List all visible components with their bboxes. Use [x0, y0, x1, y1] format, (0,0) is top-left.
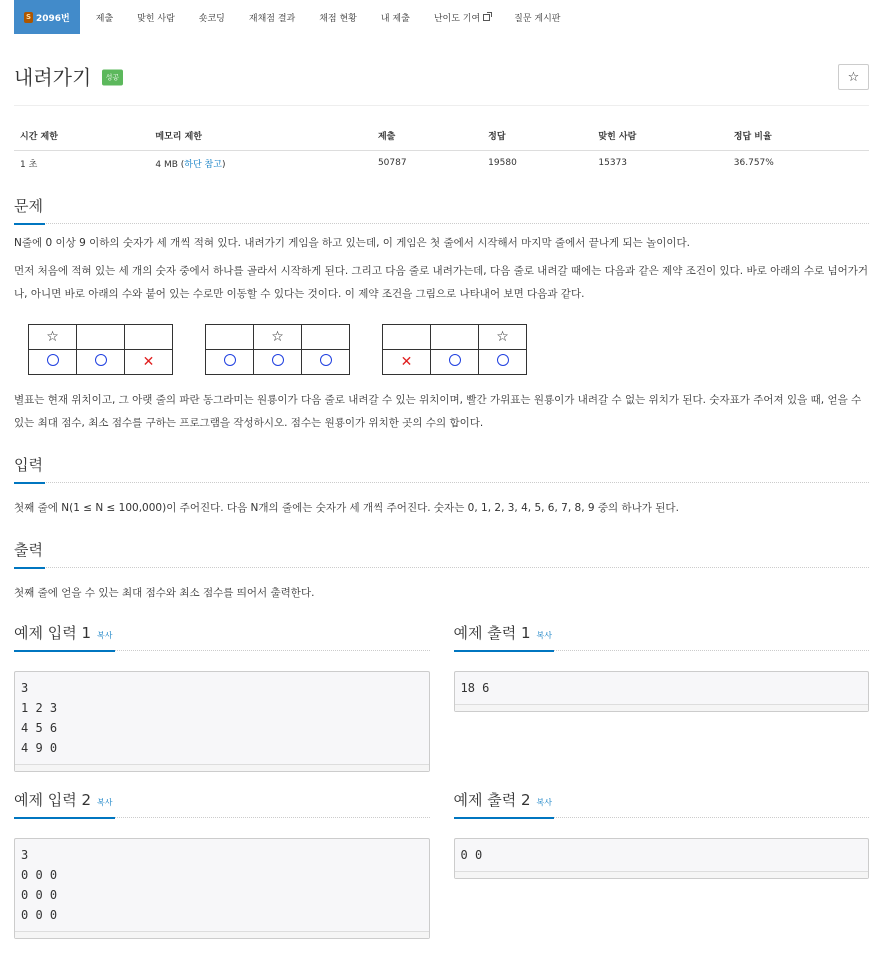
copy-button[interactable]: 복사: [97, 631, 113, 640]
red-cross-icon: ✕: [142, 354, 155, 370]
tab-problem-label: 2096번: [36, 13, 70, 24]
output-heading: [14, 536, 869, 568]
header-ratio: 정답 비율: [728, 122, 869, 150]
copy-button[interactable]: 복사: [97, 798, 113, 807]
movement-grid-right: [382, 324, 527, 375]
header-memory-limit: 메모리 제한: [149, 122, 372, 150]
tab-rejudge[interactable]: 재채점 결과: [248, 13, 296, 24]
correct-count: 19580: [488, 158, 517, 169]
sample-output-2: [454, 772, 870, 939]
problem-paragraph-2: 먼저 처음에 적혀 있는 세 개의 숫자 중에서 하나를 골라서 시작하게 된다. 그리고 다음 줄로 내려가는데, 다음 줄로 내려갈 때에는 다음과 같은 제약 조건이 있다. 바로 아래의 수로 넘어가거나, 아니면 바로 아래의 수와 붙어 있는 수로만 이동할 수 있다는 것이다. 이 제약 조건을 그림으로 나타내어 보면 다음과 같다.: [14, 265, 869, 300]
output-section: [14, 536, 869, 605]
sample-input-1-heading: [14, 619, 430, 651]
movement-grid-left: [28, 324, 173, 375]
sample-input-2: [14, 772, 430, 939]
grid-cell: [383, 325, 431, 350]
input-section: [14, 451, 869, 520]
blue-circle-icon: [497, 354, 509, 366]
problem-paragraph-1: N줄에 0 이상 9 이하의 숫자가 세 개씩 적혀 있다. 내려가기 게임을 하고 있는데, 이 게임은 첫 줄에서 시작해서 마지막 줄에서 끝나게 되는 놀이이다.: [14, 237, 690, 249]
star-icon: ☆: [496, 329, 509, 345]
star-icon: ☆: [271, 329, 284, 345]
grid-cell: [479, 325, 527, 350]
movement-grid-middle: [205, 324, 350, 375]
problem-info-table: [14, 122, 869, 176]
copy-button[interactable]: 복사: [536, 631, 553, 640]
grid-cell: [431, 325, 479, 350]
grid-cell: [206, 325, 254, 350]
input-description: 첫째 줄에 N(1 ≤ N ≤ 100,000)이 주어진다. 다음 N개의 줄에는 숫자가 세 개씩 주어진다. 숫자는 0, 1, 2, 3, 4, 5, 6, 7, 8, 9 중의 하나가 된다.: [14, 502, 679, 514]
sample-output-2-box[interactable]: 0 0: [454, 838, 870, 879]
star-icon: ☆: [46, 329, 59, 345]
grid-cell: [125, 350, 173, 375]
memory-note-link[interactable]: 하단 참고: [184, 159, 222, 170]
blue-circle-icon: [272, 354, 284, 366]
tab-question-board[interactable]: 질문 게시판: [514, 13, 561, 24]
sample-output-2-title: 예제 출력 2: [453, 791, 531, 809]
header-submissions: 제출: [372, 122, 482, 150]
grid-cell: [206, 350, 254, 375]
problem-nav: [14, 0, 869, 34]
problem-title: 내려가기: [14, 65, 92, 90]
tab-difficulty-label: 난이도 기여: [433, 13, 481, 24]
grid-cell: [125, 325, 173, 350]
grid-cell: [479, 350, 527, 375]
sample-input-2-box[interactable]: 3 0 0 0 0 0 0 0 0 0: [14, 838, 430, 939]
sample-input-2-heading: [14, 786, 430, 818]
copy-button[interactable]: 복사: [536, 798, 553, 807]
samples-row-2: [14, 772, 869, 939]
sample-input-1-box[interactable]: 3 1 2 3 4 5 6 4 9 0: [14, 671, 430, 772]
tab-submit[interactable]: 제출: [95, 13, 114, 24]
grid-cell: [431, 350, 479, 375]
output-description: 첫째 줄에 얻을 수 있는 최대 점수와 최소 점수를 띄어서 출력한다.: [14, 587, 315, 599]
grid-cell: [254, 350, 302, 375]
sample-output-1-title: 예제 출력 1: [453, 624, 531, 642]
grid-cell: [29, 325, 77, 350]
blue-circle-icon: [320, 354, 332, 366]
favorite-button[interactable]: [838, 64, 869, 90]
time-limit: 1 초: [20, 159, 38, 170]
external-link-icon: [483, 14, 490, 21]
tab-solvers[interactable]: 맞힌 사람: [137, 13, 175, 24]
title-row: [14, 34, 869, 106]
solvers-count: 15373: [598, 158, 628, 169]
input-heading-label: 입력: [14, 452, 45, 484]
blue-circle-icon: [224, 354, 236, 366]
output-heading-label: 출력: [14, 537, 45, 569]
blue-circle-icon: [47, 354, 59, 366]
movement-diagram: [28, 324, 869, 375]
sample-output-2-heading-label: [454, 787, 555, 819]
sample-input-2-heading-label: [14, 787, 115, 819]
problem-section: [14, 192, 869, 435]
grid-cell: [29, 350, 77, 375]
grid-cell: [383, 350, 431, 375]
grid-cell: [302, 325, 350, 350]
sample-output-1-heading-label: [454, 620, 555, 652]
header-correct: 정답: [482, 122, 592, 150]
blue-circle-icon: [95, 354, 107, 366]
sample-output-1-heading: [454, 619, 870, 651]
header-solvers: 맞힌 사람: [592, 122, 727, 150]
info-row: [14, 150, 869, 176]
memory-suffix: ): [221, 159, 226, 170]
grid-cell: [254, 325, 302, 350]
sample-input-2-title: 예제 입력 2: [14, 791, 92, 809]
sample-input-1-title: 예제 입력 1: [14, 624, 92, 642]
grid-cell: [302, 350, 350, 375]
samples-row-1: [14, 605, 869, 772]
submissions-count: 50787: [377, 158, 407, 169]
memory-value: 4 MB (: [155, 159, 185, 170]
status-badge: 성공: [102, 69, 124, 85]
grid-cell: [77, 325, 125, 350]
correct-ratio: 36.757%: [733, 158, 774, 169]
sample-input-1: [14, 605, 430, 772]
red-cross-icon: ✕: [400, 354, 413, 370]
sample-output-1: [454, 605, 870, 772]
sample-output-1-box[interactable]: 18 6: [454, 671, 870, 712]
problem-heading: [14, 192, 869, 224]
info-header-row: [14, 122, 869, 150]
problem-paragraph-3: 별표는 현재 위치이고, 그 아랫 줄의 파란 동그라미는 원룡이가 다음 줄로 내려갈 수 있는 위치이며, 빨간 가위표는 원룡이가 내려갈 수 없는 위치가 된다. 숫자표가 주어져 있을 때, 얻을 수 있는 최대 점수, 최소 점수를 구하는 프로그램을 작성하시오. 점수는 원룡이가 위치한 곳의 수의 합이다.: [14, 394, 862, 429]
header-time-limit: 시간 제한: [14, 122, 149, 150]
tab-short-coding[interactable]: 숏코딩: [198, 13, 225, 24]
tab-difficulty[interactable]: [422, 0, 502, 34]
blue-circle-icon: [449, 354, 461, 366]
tier-badge-icon: S: [25, 13, 32, 21]
star-icon: ☆: [847, 69, 860, 85]
memory-limit: [149, 150, 372, 176]
problem-heading-label: 문제: [14, 193, 45, 225]
tab-status[interactable]: 채점 현황: [319, 13, 357, 24]
sample-output-2-heading: [454, 786, 870, 818]
grid-cell: [77, 350, 125, 375]
input-heading: [14, 451, 869, 483]
sample-input-1-heading-label: [14, 620, 115, 652]
tab-problem[interactable]: [14, 0, 80, 34]
tab-my-submissions[interactable]: 내 제출: [380, 13, 410, 24]
page-title: [14, 62, 123, 91]
